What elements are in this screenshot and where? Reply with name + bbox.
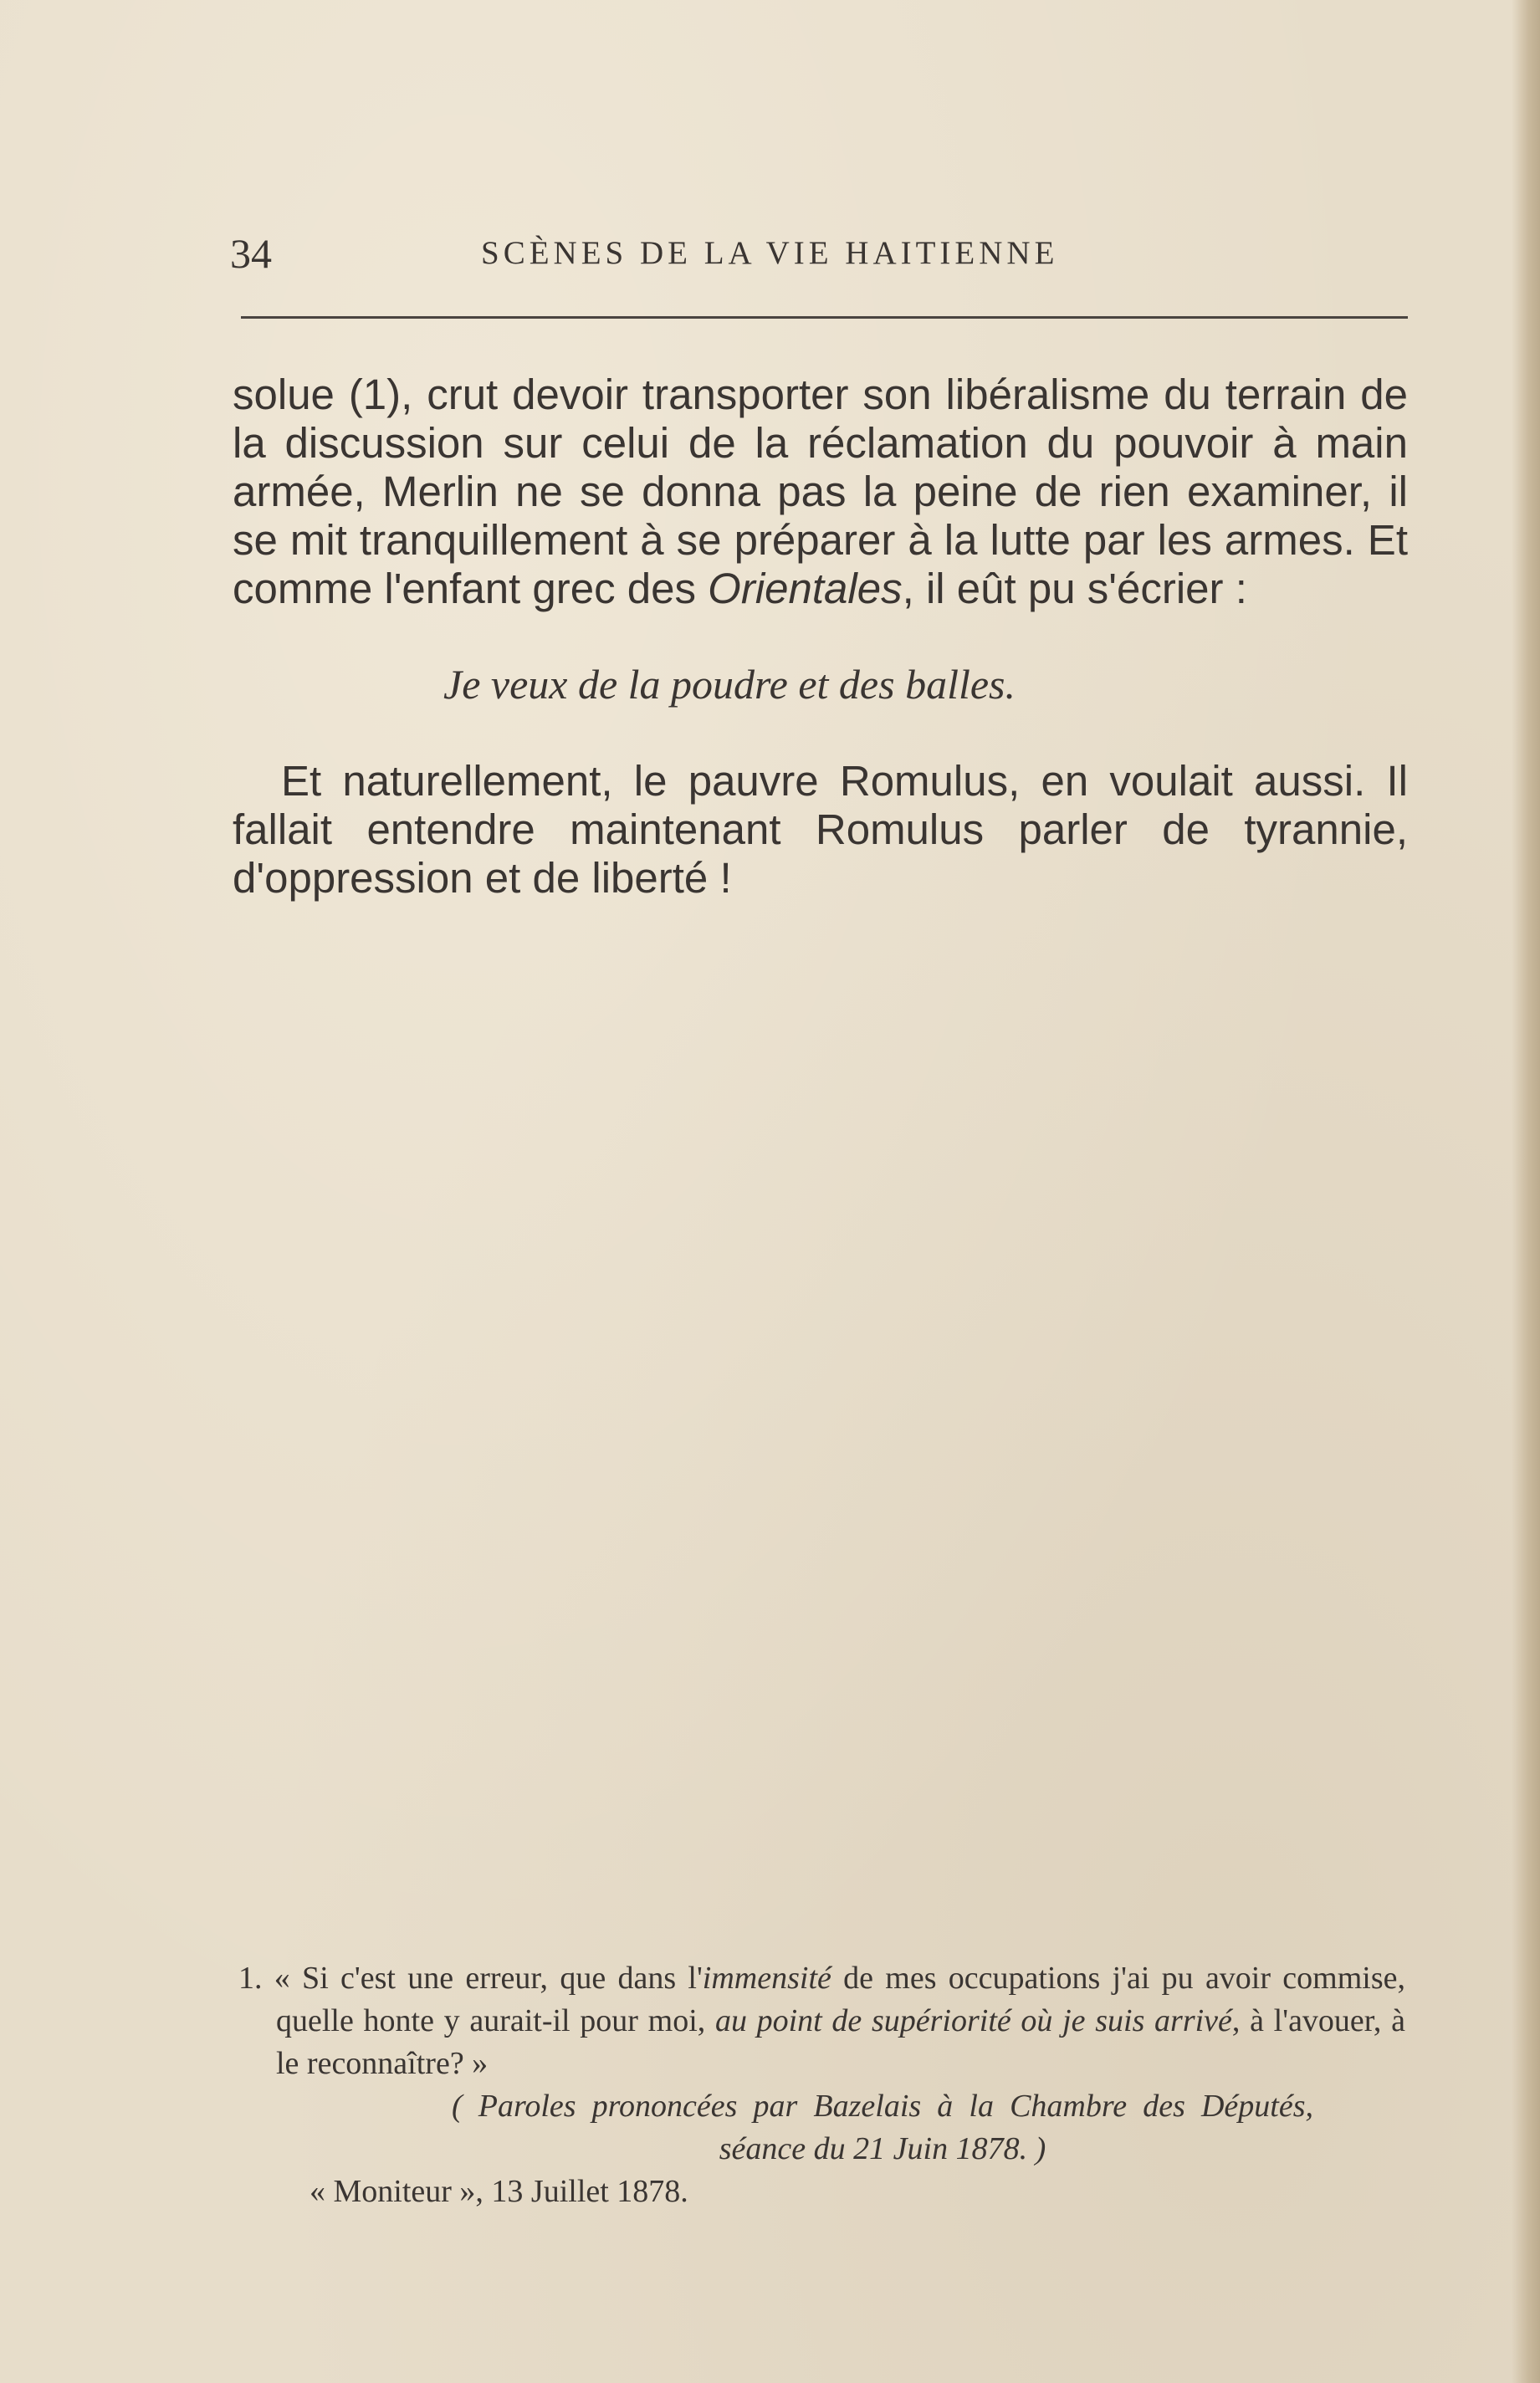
footnote-text-end: , à l'avouer, à le reconnaître? » — [276, 2003, 1405, 2081]
footnote-text-middle: de mes occupations j'ai pu avoir commise, quelle honte y aurait-il pour moi, — [276, 1961, 1405, 2038]
footnote-source: « Moniteur », 13 Juillet 1878. — [310, 2174, 688, 2209]
paragraph-2: Et naturellement, le pauvre Romulus, en voulait aussi. Il fallait entendre maintenant Romulus parler de tyrannie, d'oppression et de liberté ! — [233, 757, 1408, 902]
running-header — [230, 224, 1410, 283]
page-edge-shadow — [1512, 0, 1540, 2383]
footnote-attribution: ( Paroles prononcées par Bazelais à la Chambre des Députés, séance du 21 Juin 1878. ) — [452, 2089, 1313, 2166]
verse-quote: Je veux de la poudre et des balles. — [443, 661, 1016, 708]
paragraph-1 — [233, 371, 1408, 613]
footnote-italic-superiorite: au point de supériorité où je suis arrivé — [714, 2003, 1232, 2038]
footnote-text: « Si c'est une erreur, que dans l' — [274, 1961, 703, 1996]
paragraph-1-text: solue (1), crut devoir transporter son libéralisme du terrain de la discussion sur celui de la réclamation du pouvoir à main armée, Merlin ne se donna pas la peine de rien examiner, il se mit tranquillement à se préparer à la lutte par les armes. Et comme l'enfant grec des — [233, 371, 1408, 612]
header-rule — [241, 316, 1408, 319]
footnote-italic-immensite: immensité — [702, 1961, 831, 1996]
footnotes — [238, 1957, 1405, 2213]
page-number: 34 — [230, 230, 272, 277]
footnote-marker: 1. — [238, 1961, 263, 1996]
work-title-orientales: Orientales — [708, 565, 903, 612]
footnote-1 — [238, 1957, 1405, 2085]
paragraph-1-ending: , il eût pu s'écrier : — [902, 565, 1247, 612]
body-text — [233, 371, 1408, 903]
running-title: SCÈNES DE LA VIE HAITIENNE — [481, 235, 1059, 271]
